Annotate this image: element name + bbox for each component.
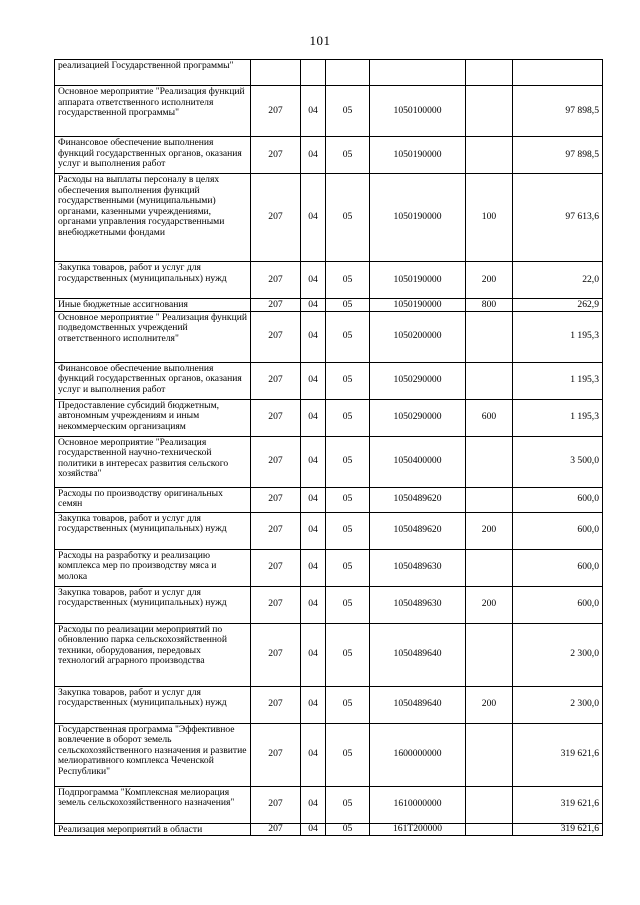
row-target-code: 1050489640 bbox=[370, 623, 466, 686]
row-expense-type-code bbox=[466, 786, 513, 823]
row-amount: 1 195,3 bbox=[513, 399, 603, 436]
row-gr-code: 207 bbox=[251, 723, 301, 786]
row-expense-type-code bbox=[466, 86, 513, 137]
row-name: Закупка товаров, работ и услуг для государственных (муниципальных) нужд bbox=[55, 262, 251, 299]
row-gr-code: 207 bbox=[251, 311, 301, 362]
row-name: Расходы на разработку и реализацию комплекса мер по производству мяса и молока bbox=[55, 549, 251, 586]
table-row bbox=[55, 399, 603, 436]
row-amount: 600,0 bbox=[513, 512, 603, 549]
row-name: Предоставление субсидий бюджетным, автономным учреждениям и иным некоммерческим организациям bbox=[55, 399, 251, 436]
row-section-code: 04 bbox=[301, 311, 326, 362]
row-target-code: 1050190000 bbox=[370, 262, 466, 299]
row-section-code: 04 bbox=[301, 86, 326, 137]
table-row bbox=[55, 786, 603, 823]
row-gr-code: 207 bbox=[251, 549, 301, 586]
row-gr-code: 207 bbox=[251, 436, 301, 487]
row-subsection-code: 05 bbox=[326, 586, 370, 623]
row-target-code: 161Т200000 bbox=[370, 823, 466, 836]
row-subsection-code: 05 bbox=[326, 311, 370, 362]
row-amount bbox=[513, 60, 603, 86]
row-amount: 97 898,5 bbox=[513, 86, 603, 137]
row-gr-code: 207 bbox=[251, 262, 301, 299]
row-subsection-code: 05 bbox=[326, 723, 370, 786]
row-amount: 97 613,6 bbox=[513, 174, 603, 262]
row-section-code: 04 bbox=[301, 623, 326, 686]
row-expense-type-code bbox=[466, 487, 513, 512]
table-row bbox=[55, 311, 603, 362]
row-expense-type-code bbox=[466, 137, 513, 174]
row-subsection-code: 05 bbox=[326, 512, 370, 549]
page-number: 101 bbox=[309, 33, 331, 48]
row-gr-code: 207 bbox=[251, 487, 301, 512]
row-target-code: 1050489630 bbox=[370, 586, 466, 623]
row-subsection-code bbox=[326, 60, 370, 86]
row-section-code: 04 bbox=[301, 174, 326, 262]
row-section-code: 04 bbox=[301, 586, 326, 623]
row-amount: 2 300,0 bbox=[513, 623, 603, 686]
row-expense-type-code bbox=[466, 436, 513, 487]
row-name: Основное мероприятие "Реализация государственной научно-технической политики в интересах развития сельского хозяйства" bbox=[55, 436, 251, 487]
row-subsection-code: 05 bbox=[326, 174, 370, 262]
row-expense-type-code: 200 bbox=[466, 586, 513, 623]
row-amount: 600,0 bbox=[513, 549, 603, 586]
row-section-code: 04 bbox=[301, 549, 326, 586]
row-expense-type-code bbox=[466, 362, 513, 399]
row-target-code: 1050489630 bbox=[370, 549, 466, 586]
table-row bbox=[55, 549, 603, 586]
row-expense-type-code: 800 bbox=[466, 299, 513, 312]
row-subsection-code: 05 bbox=[326, 786, 370, 823]
row-subsection-code: 05 bbox=[326, 362, 370, 399]
row-subsection-code: 05 bbox=[326, 86, 370, 137]
row-gr-code: 207 bbox=[251, 686, 301, 723]
row-section-code: 04 bbox=[301, 786, 326, 823]
row-target-code: 1050190000 bbox=[370, 299, 466, 312]
row-amount: 600,0 bbox=[513, 586, 603, 623]
row-section-code: 04 bbox=[301, 399, 326, 436]
row-name: Основное мероприятие "Реализация функций аппарата ответственного исполнителя государственной программы" bbox=[55, 86, 251, 137]
row-section-code: 04 bbox=[301, 723, 326, 786]
row-amount: 22,0 bbox=[513, 262, 603, 299]
row-amount: 319 621,6 bbox=[513, 786, 603, 823]
row-gr-code: 207 bbox=[251, 299, 301, 312]
row-target-code: 1050190000 bbox=[370, 174, 466, 262]
row-name: Закупка товаров, работ и услуг для государственных (муниципальных) нужд bbox=[55, 686, 251, 723]
row-expense-type-code bbox=[466, 823, 513, 836]
row-subsection-code: 05 bbox=[326, 623, 370, 686]
row-name: Расходы по реализации мероприятий по обновлению парка сельскохозяйственной техники, оборудования, передовых технологий аграрного производства bbox=[55, 623, 251, 686]
row-subsection-code: 05 bbox=[326, 137, 370, 174]
row-gr-code: 207 bbox=[251, 786, 301, 823]
table-row bbox=[55, 60, 603, 86]
row-section-code: 04 bbox=[301, 299, 326, 312]
row-section-code: 04 bbox=[301, 137, 326, 174]
row-subsection-code: 05 bbox=[326, 299, 370, 312]
row-name: Закупка товаров, работ и услуг для государственных (муниципальных) нужд bbox=[55, 512, 251, 549]
row-amount: 262,9 bbox=[513, 299, 603, 312]
row-target-code: 1050290000 bbox=[370, 399, 466, 436]
table-row bbox=[55, 823, 603, 836]
row-amount: 319 621,6 bbox=[513, 723, 603, 786]
row-gr-code: 207 bbox=[251, 137, 301, 174]
table-row bbox=[55, 623, 603, 686]
row-target-code: 1050290000 bbox=[370, 362, 466, 399]
table-body bbox=[55, 60, 603, 836]
row-gr-code: 207 bbox=[251, 512, 301, 549]
row-gr-code: 207 bbox=[251, 362, 301, 399]
row-gr-code: 207 bbox=[251, 86, 301, 137]
row-section-code: 04 bbox=[301, 487, 326, 512]
row-amount: 319 621,6 bbox=[513, 823, 603, 836]
row-name: Финансовое обеспечение выполнения функций государственных органов, оказания услуг и выполнения работ bbox=[55, 362, 251, 399]
table-row bbox=[55, 262, 603, 299]
table-row bbox=[55, 362, 603, 399]
row-expense-type-code bbox=[466, 723, 513, 786]
row-target-code: 1050400000 bbox=[370, 436, 466, 487]
row-section-code: 04 bbox=[301, 686, 326, 723]
row-name: Расходы на выплаты персоналу в целях обеспечения выполнения функций государственными (муниципальными) органами, казенными учреждениями, органами управления государственными внебюджетными фондами bbox=[55, 174, 251, 262]
row-gr-code: 207 bbox=[251, 174, 301, 262]
row-subsection-code: 05 bbox=[326, 262, 370, 299]
row-expense-type-code bbox=[466, 623, 513, 686]
row-target-code: 1050190000 bbox=[370, 137, 466, 174]
row-expense-type-code bbox=[466, 549, 513, 586]
row-target-code: 1050489620 bbox=[370, 487, 466, 512]
table-row bbox=[55, 723, 603, 786]
row-name: реализацией Государственной программы" bbox=[55, 60, 251, 86]
row-subsection-code: 05 bbox=[326, 399, 370, 436]
table-row bbox=[55, 137, 603, 174]
row-amount: 600,0 bbox=[513, 487, 603, 512]
table-row bbox=[55, 487, 603, 512]
table-row bbox=[55, 586, 603, 623]
row-section-code: 04 bbox=[301, 362, 326, 399]
row-subsection-code: 05 bbox=[326, 549, 370, 586]
table-row bbox=[55, 174, 603, 262]
row-expense-type-code: 600 bbox=[466, 399, 513, 436]
table-row bbox=[55, 686, 603, 723]
row-amount: 2 300,0 bbox=[513, 686, 603, 723]
row-subsection-code: 05 bbox=[326, 436, 370, 487]
row-name: Реализация мероприятий в области bbox=[55, 823, 251, 836]
row-name: Основное мероприятие " Реализация функций подведомственных учреждений ответственного исполнителя" bbox=[55, 311, 251, 362]
row-name: Подпрограмма "Комплексная мелиорация земель сельскохозяйственного назначения" bbox=[55, 786, 251, 823]
row-name: Расходы по производству оригинальных семян bbox=[55, 487, 251, 512]
row-gr-code: 207 bbox=[251, 823, 301, 836]
row-gr-code: 207 bbox=[251, 399, 301, 436]
row-gr-code: 207 bbox=[251, 586, 301, 623]
row-gr-code: 207 bbox=[251, 623, 301, 686]
table-row bbox=[55, 299, 603, 312]
row-name: Закупка товаров, работ и услуг для государственных (муниципальных) нужд bbox=[55, 586, 251, 623]
row-target-code: 1050200000 bbox=[370, 311, 466, 362]
row-subsection-code: 05 bbox=[326, 686, 370, 723]
row-section-code: 04 bbox=[301, 262, 326, 299]
row-expense-type-code: 100 bbox=[466, 174, 513, 262]
row-amount: 3 500,0 bbox=[513, 436, 603, 487]
row-expense-type-code: 200 bbox=[466, 686, 513, 723]
row-subsection-code: 05 bbox=[326, 487, 370, 512]
row-expense-type-code bbox=[466, 311, 513, 362]
row-target-code: 1050489620 bbox=[370, 512, 466, 549]
row-expense-type-code bbox=[466, 60, 513, 86]
table-row bbox=[55, 436, 603, 487]
row-subsection-code: 05 bbox=[326, 823, 370, 836]
table-row bbox=[55, 86, 603, 137]
row-target-code: 1600000000 bbox=[370, 723, 466, 786]
row-name: Государственная программа "Эффективное вовлечение в оборот земель сельскохозяйственного назначения и развитие мелиоративного комплекса Чеченской Республики" bbox=[55, 723, 251, 786]
row-target-code: 1050100000 bbox=[370, 86, 466, 137]
row-amount: 97 898,5 bbox=[513, 137, 603, 174]
budget-table bbox=[54, 59, 603, 836]
table-row bbox=[55, 512, 603, 549]
row-expense-type-code: 200 bbox=[466, 512, 513, 549]
row-amount: 1 195,3 bbox=[513, 311, 603, 362]
row-section-code bbox=[301, 60, 326, 86]
row-amount: 1 195,3 bbox=[513, 362, 603, 399]
row-section-code: 04 bbox=[301, 823, 326, 836]
row-expense-type-code: 200 bbox=[466, 262, 513, 299]
row-name: Иные бюджетные ассигнования bbox=[55, 299, 251, 312]
row-target-code: 1610000000 bbox=[370, 786, 466, 823]
row-gr-code bbox=[251, 60, 301, 86]
row-section-code: 04 bbox=[301, 436, 326, 487]
row-target-code: 1050489640 bbox=[370, 686, 466, 723]
row-section-code: 04 bbox=[301, 512, 326, 549]
row-name: Финансовое обеспечение выполнения функций государственных органов, оказания услуг и выполнения работ bbox=[55, 137, 251, 174]
row-target-code bbox=[370, 60, 466, 86]
